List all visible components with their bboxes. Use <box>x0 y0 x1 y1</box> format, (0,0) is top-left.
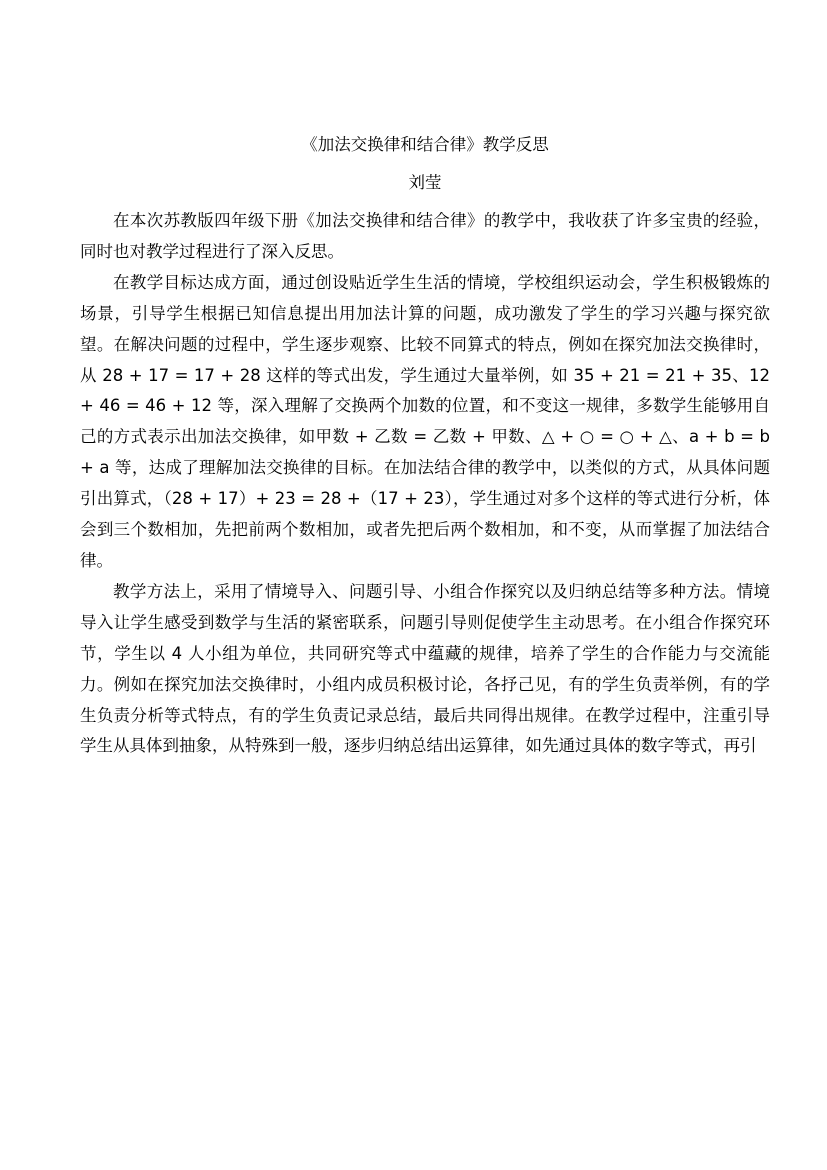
paragraph-teaching-goals: 在教学目标达成方面，通过创设贴近学生生活的情境，学校组织运动会，学生积极锻炼的场景，引导学生根据已知信息提出用加法计算的问题，成功激发了学生的学习兴趣与探究欲望。在解决问题的过程中，学生逐步观察、比较不同算式的特点，例如在探究加法交换律时，从 28 + 17 = 17 + 28 这样的等式出发，学生通过大量举例，如 35 + 21 = 21 + 35、12 + 46 = 46 + 12 等，深入理解了交换两个加数的位置，和不变这一规律，多数学生能够用自己的方式表示出加法交换律，如甲数 + 乙数 = 乙数 + 甲数、△ + ○ = ○ + △、a + b = b + a 等，达成了理解加法交换律的目标。在加法结合律的教学中，以类似的方式，从具体问题引出算式，（28 + 17）+ 23 = 28 +（17 + 23），学生通过对多个这样的等式进行分析，体会到三个数相加，先把前两个数相加，或者先把后两个数相加，和不变，从而掌握了加法结合律。 <box>80 272 770 570</box>
document-author: 刘莹 <box>408 173 442 192</box>
document-title: 《加法交换律和结合律》教学反思 <box>301 135 549 154</box>
paragraph-intro: 在本次苏教版四年级下册《加法交换律和结合律》的教学中，我收获了许多宝贵的经验，同时也对教学过程进行了深入反思。 <box>80 211 770 261</box>
paragraph-teaching-methods: 教学方法上，采用了情境导入、问题引导、小组合作探究以及归纳总结等多种方法。情境导入让学生感受到数学与生活的紧密联系，问题引导则促使学生主动思考。在小组合作探究环节，学生以 4 人小组为单位，共同研究等式中蕴藏的规律，培养了学生的合作能力与交流能力。例如在探究加法交换律时，小组内成员积极讨论，各抒己见，有的学生负责举例，有的学生负责分析等式特点，有的学生负责记录总结，最后共同得出规律。在教学过程中，注重引导学生从具体到抽象，从特殊到一般，逐步归纳总结出运算律，如先通过具体的数字等式，再引 <box>80 581 770 756</box>
